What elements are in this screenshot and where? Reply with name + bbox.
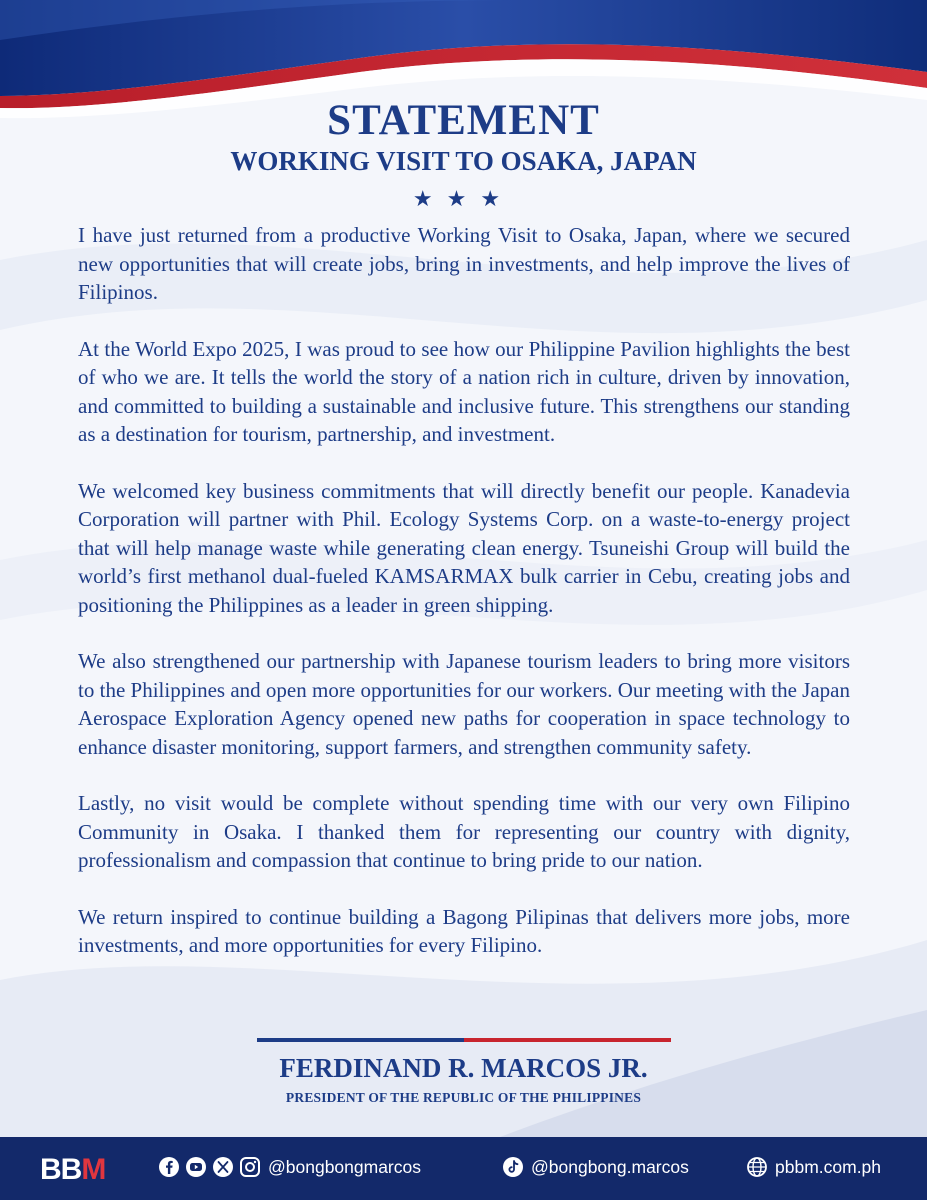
statement-subtitle: WORKING VISIT TO OSAKA, JAPAN — [230, 146, 697, 176]
divider-blue — [257, 1038, 464, 1042]
paragraph-5: Lastly, no visit would be complete without spending time with our very own Filipino Community in Osaka. I thanked them for representing our country with dignity, professionalism and compassion that continue to bring pride to our nation. — [78, 791, 850, 872]
paragraph-1: I have just returned from a productive Working Visit to Osaka, Japan, where we secured new opportunities that will create jobs, bring in investments, and help improve the lives of Filipinos. — [78, 223, 850, 304]
divider-red — [464, 1038, 671, 1042]
statement-body — [78, 221, 850, 988]
paragraph-3: We welcomed key business commitments that will directly benefit our people. Kanadevia Corporation will partner with Phil. Ecology Systems Corp. on a waste-to-energy project that will help manage waste while generating clean energy. Tsuneishi Group will build the world’s first methanol dual-fueled KAMSARMAX bulk carrier in Cebu, creating jobs and positioning the Philippines as a leader in green shipping. — [78, 478, 850, 617]
signatory-title: PRESIDENT OF THE REPUBLIC OF THE PHILIPPINES — [285, 1090, 642, 1105]
tiktok-handle[interactable]: @bongbong.marcos — [531, 1156, 689, 1177]
paragraph-6: We return inspired to continue building a Bagong Pilipinas that delivers more jobs, more investments, and more opportunities for every Filipino. — [78, 904, 850, 957]
signatory-name: FERDINAND R. MARCOS JR. — [279, 1053, 648, 1083]
statement-title: STATEMENT — [327, 97, 600, 144]
logo-accent: M — [81, 1153, 106, 1186]
paragraph-2: At the World Expo 2025, I was proud to see how our Philippine Pavilion highlights the best of who we are. It tells the world the story of a nation rich in culture, driven by innovation, and committed to building a sustainable and inclusive future. This strengthens our standing as a destination for tourism, partnership, and investment. — [78, 336, 850, 446]
website-url[interactable]: pbbm.com.ph — [775, 1156, 882, 1177]
paragraph-4: We also strengthened our partnership with Japanese tourism leaders to bring more visitors to the Philippines and open more opportunities for our workers. Our meeting with the Japan Aerospace Exploration Agency opened new paths for cooperation in space technology to enhance disaster monitoring, support farmers, and strengthen community safety. — [78, 649, 850, 759]
social-handle[interactable]: @bongbongmarcos — [268, 1156, 421, 1177]
signature-divider — [257, 1038, 671, 1042]
star-divider: ★★★ — [412, 187, 515, 212]
logo-main: BB — [40, 1153, 82, 1186]
